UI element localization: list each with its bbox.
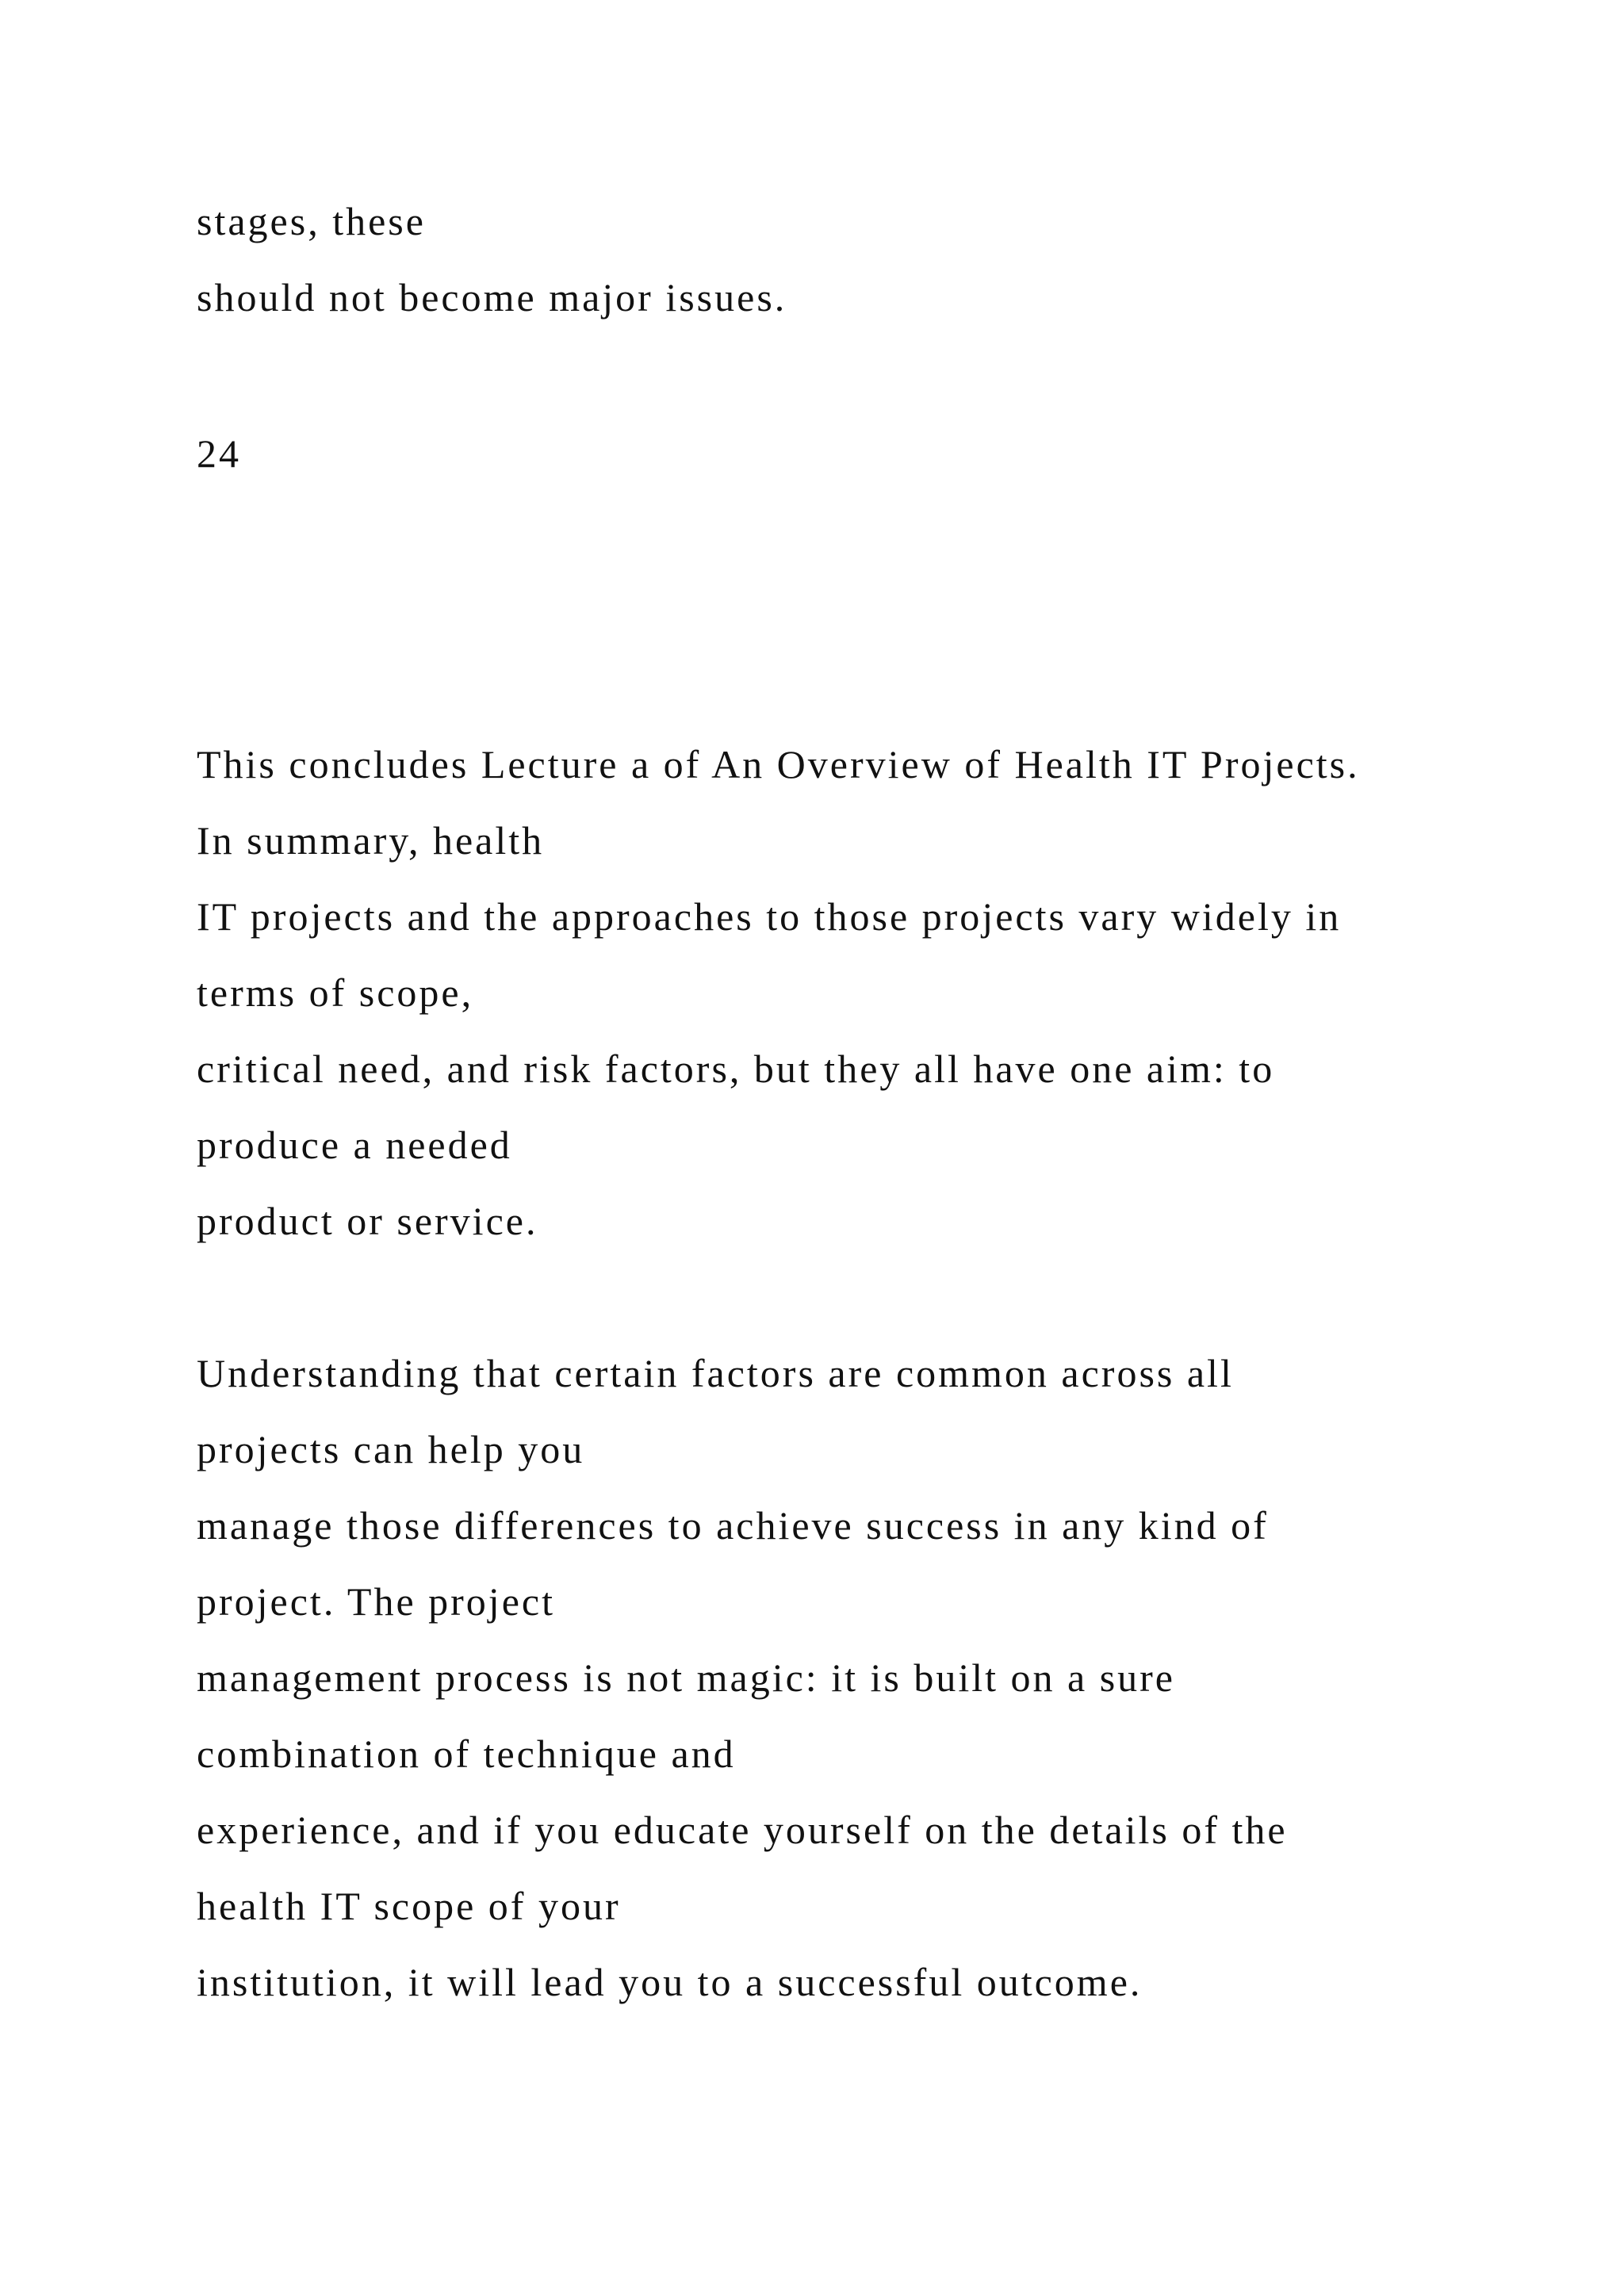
text-line: should not become major issues. bbox=[197, 275, 787, 320]
text-line: IT projects and the approaches to those projects vary widely in bbox=[197, 894, 1342, 939]
text-line: This concludes Lecture a of An Overview of Health IT Projects. bbox=[197, 742, 1360, 786]
text-line: stages, these bbox=[197, 199, 426, 243]
text-line: terms of scope, bbox=[197, 970, 474, 1015]
page-number: 24 bbox=[197, 431, 241, 476]
text-line: critical need, and risk factors, but they all have one aim: to bbox=[197, 1047, 1275, 1091]
text-line: produce a needed bbox=[197, 1123, 512, 1167]
text-line: combination of technique and bbox=[197, 1732, 736, 1776]
text-line: manage those differences to achieve success in any kind of bbox=[197, 1503, 1269, 1548]
text-line: In summary, health bbox=[197, 818, 545, 863]
text-line: institution, it will lead you to a successful outcome. bbox=[197, 1960, 1143, 2004]
text-line: health IT scope of your bbox=[197, 1884, 621, 1928]
text-line: Understanding that certain factors are common across all bbox=[197, 1351, 1234, 1395]
text-line: project. The project bbox=[197, 1579, 555, 1624]
text-line: experience, and if you educate yourself on the details of the bbox=[197, 1808, 1288, 1852]
text-line: product or service. bbox=[197, 1199, 538, 1243]
text-line: projects can help you bbox=[197, 1427, 585, 1471]
text-line: management process is not magic: it is built on a sure bbox=[197, 1655, 1175, 1700]
